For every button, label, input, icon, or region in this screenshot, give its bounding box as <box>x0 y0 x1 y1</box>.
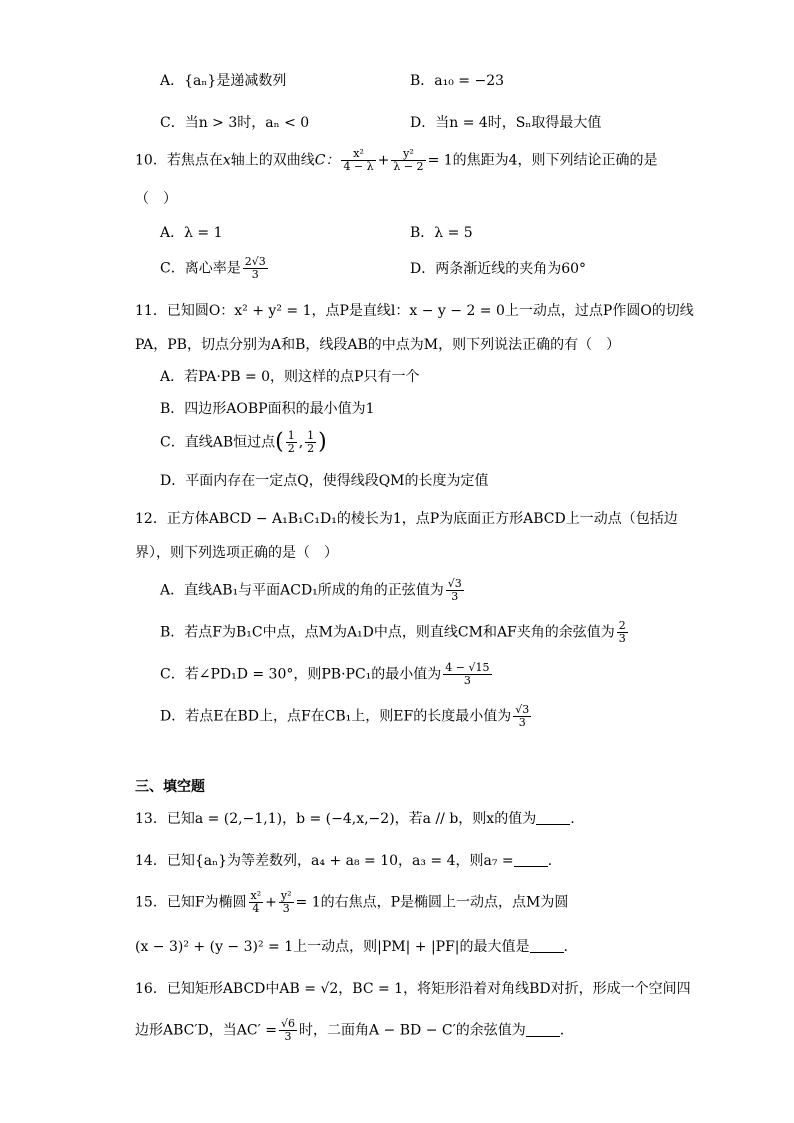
q11-line-1: 11．已知圆O：x² + y² = 1，点P是直线l：x − y − 2 = 0上一动点，过点P作圆O的切线 <box>135 303 694 319</box>
q12-option-b <box>160 620 630 645</box>
q10-option-c-num: 2√3 <box>244 255 266 268</box>
q15-plus: + <box>265 894 277 911</box>
q13-end: . <box>570 811 575 827</box>
q16-end: . <box>559 1022 565 1039</box>
q10-option-b: B．λ = 5 <box>410 225 473 241</box>
q15-end: . <box>563 939 568 955</box>
q15-line2-text: (x − 3)² + (y − 3)² = 1上一动点，则|PM| + |PF|的最大值是 <box>135 939 530 955</box>
q16-answer-blank <box>526 1022 560 1037</box>
q15-line-2 <box>135 936 568 958</box>
q16-fraction <box>279 1018 297 1043</box>
q12-option-c-den: 3 <box>463 674 471 687</box>
q11-option-c-frac2 <box>305 430 316 455</box>
q10-option-d: D．两条渐近线的夹角为60° <box>410 261 587 277</box>
q12-option-a-fraction <box>446 578 464 603</box>
q10-option-c <box>160 256 270 281</box>
q16-line2-pre: 边形ABC′D，当AC′ = <box>135 1022 277 1039</box>
q9-option-d: D．当n = 4时，Sₙ取得最大值 <box>410 115 602 131</box>
q15-fraction-1 <box>249 890 264 915</box>
q10-curve: C： <box>314 152 340 169</box>
q12-line-1: 12．正方体ABCD − A₁B₁C₁D₁的棱长为1，点P为底面正方形ABCD上一动点（包括边 <box>135 511 678 527</box>
q13 <box>135 808 575 830</box>
q13-text: 13．已知a = (2,−1,1)，b = (−4,x,−2)，若a // b，则x的值为 <box>135 811 537 827</box>
q16-num: √6 <box>280 1017 295 1030</box>
q10-frac2-den: λ − 2 <box>393 160 424 173</box>
q10-stem-pre: 10．若焦点在 <box>135 152 223 169</box>
q10-paren: （ ） <box>135 191 177 207</box>
q11-option-a: A．若PA·PB = 0，则这样的点P只有一个 <box>160 369 420 385</box>
q12-option-a-num: √3 <box>447 577 462 590</box>
q14-text: 14．已知{aₙ}为等差数列，a₄ + a₈ = 10，a₃ = 4，则a₇ = <box>135 853 514 869</box>
q15-f2-den: 3 <box>282 902 290 915</box>
q10-stem-mid: 轴上的双曲线 <box>230 152 315 169</box>
q10-option-c-pre: C．离心率是 <box>160 260 241 277</box>
q12-option-b-num: 2 <box>618 619 626 632</box>
q12-option-a <box>160 578 466 603</box>
q10-option-c-den: 3 <box>251 268 259 281</box>
q11-option-b: B．四边形AOBP面积的最小值为1 <box>160 401 375 417</box>
q10-stem <box>135 148 658 173</box>
q15-line-1 <box>135 890 568 915</box>
q11-option-c-d2: 2 <box>307 442 315 455</box>
q10-option-a: A．λ = 1 <box>160 225 223 241</box>
q11-option-c-d1: 2 <box>287 442 295 455</box>
q12-option-c-fraction <box>443 662 491 687</box>
q12-option-b-pre: B．若点F为B₁C中点，点M为A₁D中点，则直线CM和AF夹角的余弦值为 <box>160 624 615 641</box>
q12-option-d <box>160 704 533 729</box>
q12-option-b-fraction <box>617 620 628 645</box>
q11-option-d: D．平面内存在一定点Q，使得线段QM的长度为定值 <box>160 473 489 489</box>
q10-fraction-2 <box>391 148 425 173</box>
q14 <box>135 850 552 872</box>
q9-option-c: C．当n > 3时，aₙ < 0 <box>160 115 310 131</box>
q10-frac1-den: 4 − λ <box>343 160 374 173</box>
q11-line-2: PA，PB，切点分别为A和B，线段AB的中点为M，则下列说法正确的有（ ） <box>135 337 621 353</box>
q15-f1-num: x² <box>250 889 262 902</box>
q11-option-c: C．直线AB恒过点( $\frac{1}{2}$ , $\frac{1}{2}$ ) <box>160 429 327 455</box>
q16-line-1: 16．已知矩形ABCD中AB = √2，BC = 1，将矩形沿着对角线BD对折，形成一个空间四 <box>135 981 691 997</box>
q10-option-c-fraction <box>243 256 268 281</box>
q16-line2-post: 时，二面角A − BD − C′的余弦值为 <box>298 1022 526 1039</box>
q14-end: . <box>547 853 553 869</box>
section-heading: 三、填空题 <box>135 779 205 795</box>
q11-option-c-n1: 1 <box>287 429 295 442</box>
q10-frac2-num: y² <box>391 148 425 161</box>
q11-option-c-n2: 1 <box>307 429 315 442</box>
q12-option-c-num: 4 − √15 <box>445 661 490 674</box>
q10-plus: + <box>377 152 390 169</box>
q12-option-c-pre: C．若∠PD₁D = 30°，则PB·PC₁的最小值为 <box>160 666 442 683</box>
q9-option-a: A．{aₙ}是递减数列 <box>160 73 287 89</box>
q12-option-d-fraction <box>513 704 531 729</box>
q11-option-c-pre: C．直线AB恒过点 <box>160 434 276 451</box>
q15-line1-pre: 15．已知F为椭圆 <box>135 894 247 911</box>
q12-option-c <box>160 662 494 687</box>
q15-f1-den: 4 <box>252 902 260 915</box>
q10-fraction-1 <box>341 148 375 173</box>
q12-option-d-den: 3 <box>518 716 526 729</box>
q14-answer-blank <box>514 852 548 867</box>
q13-answer-blank <box>536 810 570 825</box>
q15-fraction-2 <box>279 890 294 915</box>
q10-frac1-num: x² <box>341 148 375 161</box>
q12-option-d-pre: D．若点E在BD上，点F在CB₁上，则EF的长度最小值为 <box>160 708 512 725</box>
q15-f2-num: y² <box>280 889 292 902</box>
q10-eq: = 1的焦距为4，则下列结论正确的是 <box>427 152 658 169</box>
q16-den: 3 <box>284 1030 292 1043</box>
q12-option-b-den: 3 <box>618 632 626 645</box>
q9-option-b: B．a₁₀ = −23 <box>410 73 505 89</box>
q12-option-d-num: √3 <box>515 703 530 716</box>
q15-answer-blank <box>530 938 564 953</box>
q12-option-a-pre: A．直线AB₁与平面ACD₁所成的角的正弦值为 <box>160 582 444 599</box>
q10-stem-x: x <box>222 152 231 169</box>
q15-line1-post: = 1的右焦点，P是椭圆上一动点，点M为圆 <box>295 894 569 911</box>
q12-option-a-den: 3 <box>451 590 459 603</box>
q12-line-2: 界），则下列选项正确的是（ ） <box>135 545 338 561</box>
q16-line-2 <box>135 1018 564 1043</box>
q11-option-c-frac1 <box>286 430 297 455</box>
